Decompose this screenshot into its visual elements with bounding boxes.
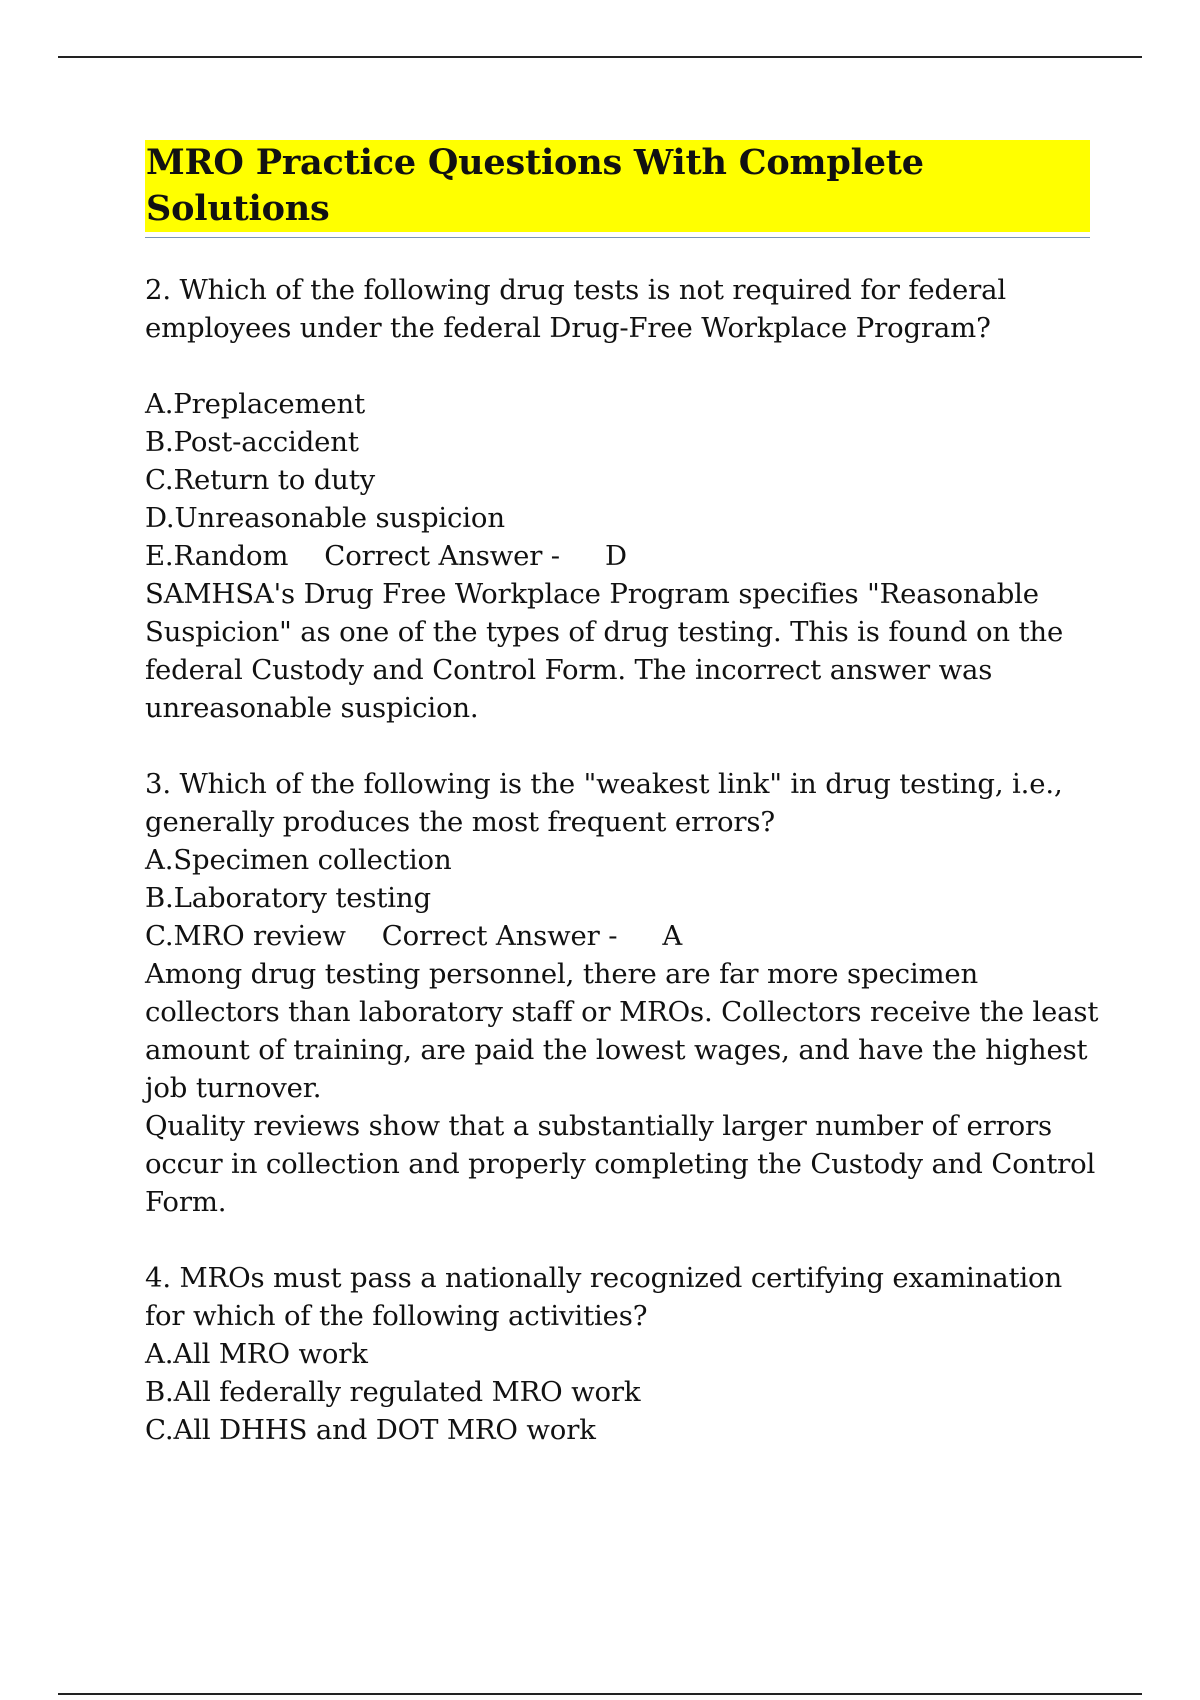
spacer xyxy=(145,1221,1090,1259)
explanation-text: Quality reviews show that a substantially larger number of errors xyxy=(145,1110,1053,1142)
spacer xyxy=(145,347,1090,385)
answer-line xyxy=(145,917,1090,955)
explanation-text: federal Custody and Control Form. The incorrect answer was xyxy=(145,654,993,686)
option: A.All MRO work xyxy=(145,1338,368,1370)
option: D.Unreasonable suspicion xyxy=(145,502,505,534)
title-block xyxy=(145,140,1090,238)
spacer xyxy=(145,727,1090,765)
explanation-text: Form. xyxy=(145,1186,227,1218)
option: B.Post-accident xyxy=(145,426,359,458)
option: B.Laboratory testing xyxy=(145,882,431,914)
option: B.All federally regulated MRO work xyxy=(145,1376,641,1408)
question-4-text: 4. MROs must pass a nationally recognized certifying examination xyxy=(145,1262,1063,1294)
option: A.Specimen collection xyxy=(145,844,452,876)
explanation-text: Among drug testing personnel, there are far more specimen xyxy=(145,958,979,990)
option: A.Preplacement xyxy=(145,388,366,420)
question-4-text: for which of the following activities? xyxy=(145,1300,648,1332)
question-2 xyxy=(145,271,1090,727)
answer-label: Correct Answer - xyxy=(324,540,560,572)
question-3-text: generally produces the most frequent errors? xyxy=(145,806,775,838)
option: C.MRO review xyxy=(145,920,346,952)
correct-answer: A xyxy=(662,920,683,952)
option: C.Return to duty xyxy=(145,464,375,496)
question-2-text: 2. Which of the following drug tests is not required for federal xyxy=(145,274,1006,306)
option: E.Random xyxy=(145,540,289,572)
document-body xyxy=(145,140,1099,1449)
footer-rule xyxy=(58,1693,1142,1695)
explanation-text: collectors than laboratory staff or MROs. Collectors receive the least xyxy=(145,996,1099,1028)
document-title: MRO Practice Questions With Complete Solutions xyxy=(145,140,1090,232)
correct-answer: D xyxy=(604,540,627,572)
explanation-text: amount of training, are paid the lowest wages, and have the highest xyxy=(145,1034,1088,1066)
header-rule xyxy=(58,56,1142,58)
explanation-text: unreasonable suspicion. xyxy=(145,692,479,724)
option: C.All DHHS and DOT MRO work xyxy=(145,1414,596,1446)
question-2-text: employees under the federal Drug-Free Workplace Program? xyxy=(145,312,991,344)
explanation-text: occur in collection and properly completing the Custody and Control xyxy=(145,1148,1096,1180)
explanation-text: Suspicion" as one of the types of drug testing. This is found on the xyxy=(145,616,1064,648)
question-3 xyxy=(145,765,1099,1221)
question-3-text: 3. Which of the following is the "weakest link" in drug testing, i.e., xyxy=(145,768,1063,800)
answer-line xyxy=(145,537,1090,575)
answer-label: Correct Answer - xyxy=(381,920,618,952)
question-4 xyxy=(145,1259,1090,1449)
explanation-text: SAMHSA's Drug Free Workplace Program specifies "Reasonable xyxy=(145,578,1039,610)
explanation-text: job turnover. xyxy=(145,1072,322,1104)
